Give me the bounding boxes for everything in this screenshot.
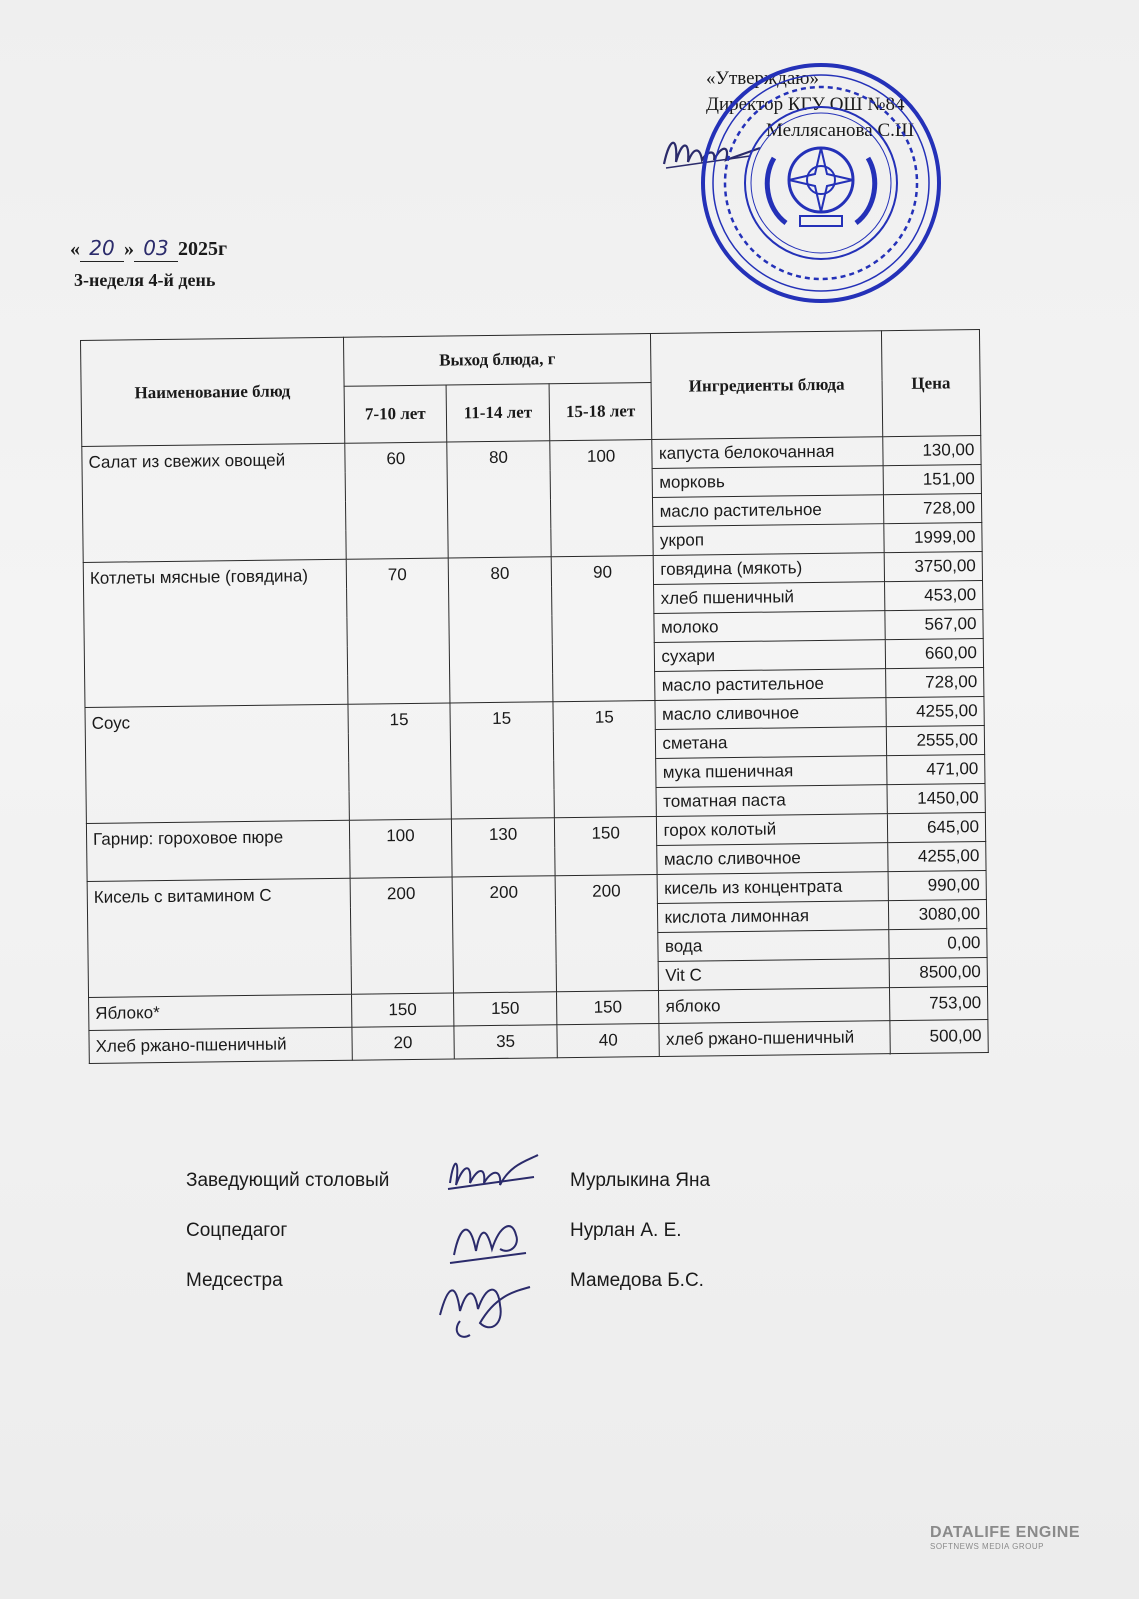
output-11-14-cell: 130: [452, 818, 555, 877]
ingredient-cell: кисель из концентрата: [658, 872, 888, 904]
date-month: 03: [143, 236, 169, 260]
approval-position: Директор КГУ ОШ №84: [706, 94, 905, 115]
output-11-14-cell: 200: [452, 876, 556, 993]
output-11-14-cell: 150: [454, 992, 557, 1026]
output-15-18-cell: 90: [551, 556, 655, 702]
ingredient-cell: яблоко: [659, 988, 890, 1024]
price-cell: 4255,00: [887, 841, 986, 871]
signature-role: Соцпедагог: [186, 1220, 288, 1241]
watermark-subtitle: SOFTNEWS MEDIA GROUP: [930, 1542, 1045, 1551]
date-day: 20: [89, 236, 115, 260]
watermark-title: DATALIFE ENGINE: [930, 1524, 1081, 1541]
ingredient-cell: горох колотый: [657, 814, 887, 846]
price-cell: 151,00: [883, 465, 982, 495]
price-cell: 728,00: [883, 493, 982, 523]
price-cell: 500,00: [890, 1019, 989, 1053]
ingredient-cell: вода: [658, 930, 888, 962]
ingredient-cell: морковь: [653, 466, 883, 498]
output-15-18-cell: 15: [553, 700, 657, 817]
output-7-10-cell: 150: [351, 993, 454, 1027]
dish-name-cell: Яблоко*: [89, 994, 352, 1030]
output-11-14-cell: 80: [448, 557, 552, 703]
output-7-10-cell: 70: [346, 558, 450, 704]
dish-name-cell: Соус: [85, 704, 349, 823]
date-open-quote: «: [70, 238, 80, 260]
price-cell: 753,00: [889, 986, 988, 1020]
staff-signatures: [430, 1145, 570, 1345]
header-price: Цена: [881, 330, 981, 437]
ingredient-cell: масло сливочное: [657, 843, 887, 875]
date-year: 2025г: [178, 238, 228, 260]
output-7-10-cell: 100: [349, 819, 452, 878]
official-seal: [696, 58, 946, 308]
price-cell: 1999,00: [883, 522, 982, 552]
document-date: [70, 236, 227, 262]
ingredient-cell: молоко: [654, 611, 884, 643]
header-output: Выход блюда, г: [343, 334, 651, 387]
ingredient-cell: масло растительное: [653, 495, 883, 527]
price-cell: 471,00: [886, 754, 985, 784]
signature-name: Нурлан А. Е.: [570, 1220, 682, 1241]
dish-name-cell: Гарнир: гороховое пюре: [86, 820, 349, 881]
signature-role: Медсестра: [186, 1270, 283, 1291]
header-age-15-18: 15-18 лет: [549, 383, 652, 441]
signature-name: Мурлыкина Яна: [570, 1170, 711, 1191]
ingredient-cell: томатная паста: [656, 785, 886, 817]
ingredient-cell: хлеб пшеничный: [654, 582, 884, 614]
menu-table-body: [82, 436, 988, 1064]
price-cell: 4255,00: [886, 696, 985, 726]
price-cell: 453,00: [884, 580, 983, 610]
price-cell: 567,00: [884, 609, 983, 639]
approval-name: Меллясанова С.Ш: [766, 120, 915, 141]
header-age-7-10: 7-10 лет: [344, 385, 447, 443]
ingredient-cell: укроп: [653, 524, 883, 556]
output-15-18-cell: 200: [555, 874, 659, 991]
header-age-11-14: 11-14 лет: [446, 384, 549, 442]
price-cell: 728,00: [885, 667, 984, 697]
price-cell: 3750,00: [884, 551, 983, 581]
price-cell: 8500,00: [889, 957, 988, 987]
signature-name: Мамедова Б.С.: [570, 1270, 704, 1291]
output-15-18-cell: 150: [554, 816, 657, 875]
price-cell: 990,00: [888, 870, 987, 900]
ingredient-cell: кислота лимонная: [658, 901, 888, 933]
output-15-18-cell: 40: [557, 1023, 660, 1057]
output-11-14-cell: 80: [447, 441, 551, 558]
ingredient-cell: Vit C: [659, 959, 889, 991]
watermark: [930, 1524, 1080, 1551]
table-header-row: [81, 330, 981, 390]
ingredient-cell: сухари: [655, 640, 885, 672]
week-day-label: 3-неделя 4-й день: [74, 270, 216, 290]
ingredient-cell: масло растительное: [655, 669, 885, 701]
ingredient-cell: мука пшеничная: [656, 756, 886, 788]
output-7-10-cell: 60: [344, 442, 448, 559]
price-cell: 3080,00: [888, 899, 987, 929]
header-ingredients: Ингредиенты блюда: [651, 331, 882, 440]
price-cell: 130,00: [882, 436, 981, 466]
output-11-14-cell: 35: [454, 1025, 557, 1059]
dish-name-cell: Хлеб ржано-пшеничный: [89, 1027, 352, 1063]
ingredient-cell: хлеб ржано-пшеничный: [659, 1021, 890, 1057]
approval-title: «Утверждаю»: [706, 68, 819, 89]
price-cell: 0,00: [888, 928, 987, 958]
output-15-18-cell: 150: [556, 990, 659, 1024]
output-7-10-cell: 200: [350, 877, 454, 994]
output-7-10-cell: 15: [348, 703, 452, 820]
ingredient-cell: масло сливочное: [655, 698, 885, 730]
date-close-quote: »: [124, 238, 134, 260]
ingredient-cell: капуста белокочанная: [652, 437, 882, 469]
price-cell: 660,00: [885, 638, 984, 668]
price-cell: 645,00: [887, 812, 986, 842]
dish-name-cell: Котлеты мясные (говядина): [83, 559, 347, 707]
price-cell: 1450,00: [887, 783, 986, 813]
signature-role: Заведующий столовый: [186, 1170, 390, 1191]
ingredient-cell: говядина (мякоть): [654, 553, 884, 585]
price-cell: 2555,00: [886, 725, 985, 755]
output-11-14-cell: 15: [450, 702, 554, 819]
output-7-10-cell: 20: [351, 1026, 454, 1060]
dish-name-cell: Салат из свежих овощей: [82, 443, 346, 562]
menu-table: [80, 329, 989, 1064]
dish-name-cell: Кисель с витамином С: [87, 878, 351, 997]
header-dish: Наименование блюд: [81, 337, 345, 446]
output-15-18-cell: 100: [550, 440, 654, 557]
ingredient-cell: сметана: [656, 727, 886, 759]
